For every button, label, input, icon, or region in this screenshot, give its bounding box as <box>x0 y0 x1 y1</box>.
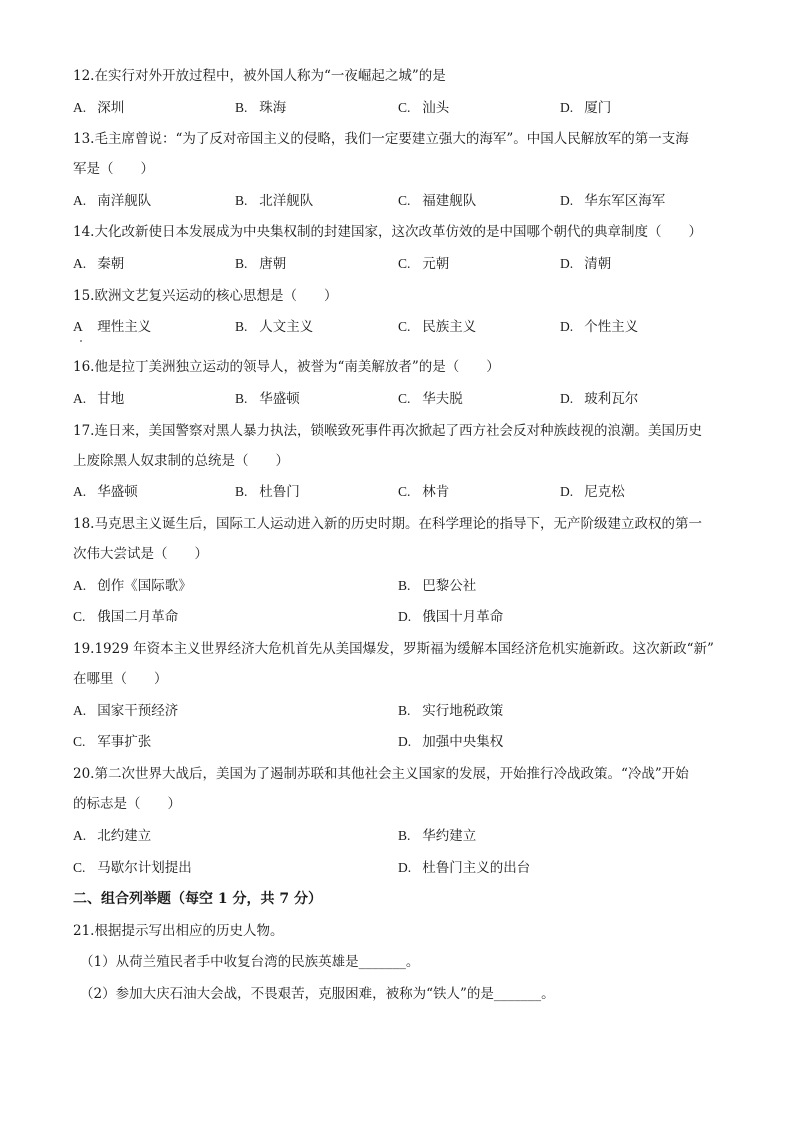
section-heading: 二、组合列举题（每空 1 分，共 7 分） <box>73 891 322 907</box>
option-b: B. 北洋舰队 <box>235 193 314 209</box>
question-19-options-row1 <box>73 701 723 721</box>
question-14-stem: 14.大化改新使日本发展成为中央集权制的封建国家，这次改革仿效的是中国哪个朝代的典章制度（ ） <box>73 224 702 240</box>
question-14-options <box>73 254 723 274</box>
option-b: B. 华约建立 <box>398 828 477 844</box>
option-c: C. 元朝 <box>398 256 450 272</box>
option-c: C. 汕头 <box>398 100 450 116</box>
question-17-stem-cont: 上废除黑人奴隶制的总统是（ ） <box>73 453 289 469</box>
question-21-stem: 21.根据提示写出相应的历史人物。 <box>73 923 284 939</box>
option-a: A 理性主义 <box>73 319 152 335</box>
option-a: A. 北约建立 <box>73 828 152 844</box>
option-c: C. 马歇尔计划提出 <box>73 860 192 876</box>
option-b: B. 杜鲁门 <box>235 484 300 500</box>
option-c: C. 军事扩张 <box>73 734 152 750</box>
option-d: D. 尼克松 <box>560 484 625 500</box>
option-b: B. 华盛顿 <box>235 391 300 407</box>
question-15-stem: 15.欧洲文艺复兴运动的核心思想是（ ） <box>73 288 338 304</box>
question-18-stem-cont: 次伟大尝试是（ ） <box>73 546 208 562</box>
option-d: D. 清朝 <box>560 256 612 272</box>
option-a: A. 秦朝 <box>73 256 125 272</box>
option-d: D. 华东军区海军 <box>560 193 666 209</box>
question-16-options <box>73 389 723 409</box>
option-b: B. 人文主义 <box>235 319 314 335</box>
question-13-stem: 13.毛主席曾说：“为了反对帝国主义的侵略，我们一定要建立强大的海军”。中国人民解放军的第一支海 <box>73 131 689 147</box>
question-20-options-row2 <box>73 858 723 878</box>
option-d: D. 玻利瓦尔 <box>560 391 639 407</box>
stray-mark <box>80 340 82 342</box>
question-13-stem-cont: 军是（ ） <box>73 161 154 177</box>
option-a: A. 深圳 <box>73 100 125 116</box>
question-21-sub1: （1）从荷兰殖民者手中收复台湾的民族英雄是_______。 <box>80 954 420 970</box>
question-15-options <box>73 317 723 337</box>
question-19-stem-cont: 在哪里（ ） <box>73 671 168 687</box>
question-17-options <box>73 482 723 502</box>
option-a: A. 华盛顿 <box>73 484 138 500</box>
question-20-stem-cont: 的标志是（ ） <box>73 796 181 812</box>
option-b: B. 巴黎公社 <box>398 578 477 594</box>
option-c: C. 林肯 <box>398 484 450 500</box>
question-18-options-row1 <box>73 576 723 596</box>
question-20-stem: 20.第二次世界大战后，美国为了遏制苏联和其他社会主义国家的发展，开始推行冷战政策。“冷战”开始 <box>73 766 689 782</box>
option-c: C. 华夫脱 <box>398 391 463 407</box>
option-d: D. 加强中央集权 <box>398 734 504 750</box>
question-13-options <box>73 191 723 211</box>
question-16-stem: 16.他是拉丁美洲独立运动的领导人，被誉为“南美解放者”的是（ ） <box>73 359 500 375</box>
option-d: D. 个性主义 <box>560 319 639 335</box>
option-b: B. 唐朝 <box>235 256 287 272</box>
question-19-options-row2 <box>73 732 723 752</box>
option-a: A. 创作《国际歌》 <box>73 578 192 594</box>
option-c: C. 民族主义 <box>398 319 477 335</box>
question-19-stem: 19.1929 年资本主义世界经济大危机首先从美国爆发，罗斯福为缓解本国经济危机实施新政。这次新政“新” <box>73 641 714 657</box>
question-20-options-row1 <box>73 826 723 846</box>
option-a: A. 国家干预经济 <box>73 703 179 719</box>
option-b: B. 珠海 <box>235 100 287 116</box>
question-21-sub2: （2）参加大庆石油大会战，不畏艰苦，克服困难，被称为“铁人”的是_______。 <box>80 986 555 1002</box>
option-d: D. 俄国十月革命 <box>398 609 504 625</box>
question-18-options-row2 <box>73 607 723 627</box>
question-12-stem: 12.在实行对外开放过程中，被外国人称为“一夜崛起之城”的是 <box>73 68 446 84</box>
option-b: B. 实行地税政策 <box>398 703 504 719</box>
question-18-stem: 18.马克思主义诞生后，国际工人运动进入新的历史时期。在科学理论的指导下，无产阶级建立政权的第一 <box>73 516 702 532</box>
question-17-stem: 17.连日来，美国警察对黑人暴力执法，锁喉致死事件再次掀起了西方社会反对种族歧视的浪潮。美国历史 <box>73 423 702 439</box>
option-d: D. 厦门 <box>560 100 612 116</box>
option-a: A. 甘地 <box>73 391 125 407</box>
question-12-options <box>73 98 723 118</box>
option-d: D. 杜鲁门主义的出台 <box>398 860 531 876</box>
option-a: A. 南洋舰队 <box>73 193 152 209</box>
option-c: C. 福建舰队 <box>398 193 477 209</box>
option-c: C. 俄国二月革命 <box>73 609 179 625</box>
